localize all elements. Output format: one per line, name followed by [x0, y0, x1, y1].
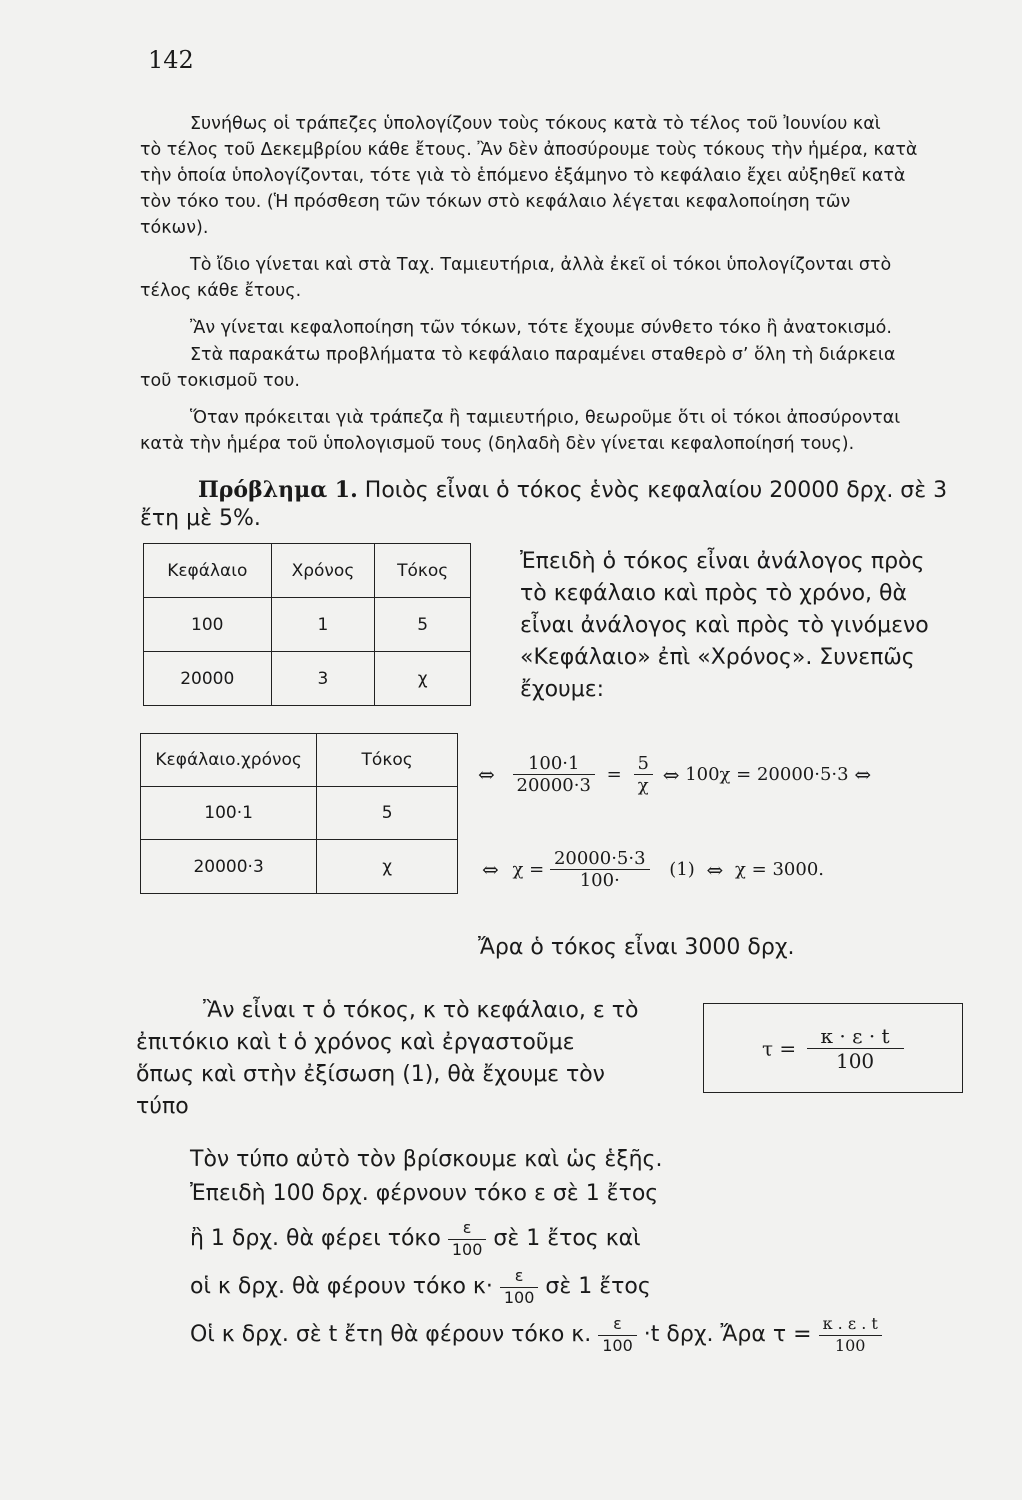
denominator: 20000·3 [513, 774, 595, 796]
fraction [819, 1314, 882, 1357]
denominator: χ [634, 774, 653, 796]
table-cell: 1 [271, 598, 375, 652]
paragraph-line: τέλος κάθε ἔτους. [140, 281, 302, 301]
equation-variable: χ = [512, 859, 545, 880]
text-segment: σὲ 1 ἔτος καὶ [493, 1226, 641, 1251]
text-segment: Οἱ κ δρχ. σὲ t ἔτη θὰ φέρουν τόκο κ. [190, 1322, 592, 1347]
table-cell: 5 [317, 787, 458, 840]
denominator: 100 [598, 1335, 637, 1357]
denominator: 100 [807, 1048, 904, 1073]
answer-line: Ἄρα ὁ τόκος εἶναι 3000 δρχ. [478, 935, 795, 960]
equivalence-arrow: ⇔ [482, 857, 499, 882]
denominator: 100 [819, 1335, 882, 1357]
numerator: κ · ε · t [820, 1024, 890, 1048]
numerator: ε [514, 1266, 524, 1285]
problem-statement [198, 476, 947, 506]
paragraph-line: τοῦ τοκισμοῦ του. [140, 371, 300, 391]
general-line: ἐπιτόκιο καὶ t ὁ χρόνος καὶ ἐργαστοῦμε [136, 1030, 575, 1055]
text-segment: σὲ 1 ἔτος [545, 1274, 651, 1299]
derivation-line [190, 1218, 641, 1261]
equation-label: (1) [669, 859, 695, 880]
fraction [634, 753, 653, 796]
explanation-line: Ἐπειδὴ ὁ τόκος εἶναι ἀνάλογος πρὸς [520, 549, 925, 574]
general-line: Ἂν εἶναι τ ὁ τόκος, κ τὸ κεφάλαιο, ε τὸ [203, 998, 639, 1023]
fraction [513, 753, 595, 796]
proportion-table-1 [143, 543, 471, 706]
table-cell: 100 [144, 598, 272, 652]
text-segment: ·t δρχ. Ἄρα τ = [643, 1322, 812, 1347]
numerator: ε [613, 1314, 622, 1333]
equation-2 [482, 848, 824, 891]
formula [762, 1024, 904, 1073]
equivalence-arrow: ⇔ [706, 857, 724, 882]
paragraph-line: τὴν ὁποία ὑπολογίζονται, τότε γιὰ τὸ ἑπόμενο ἑξάμηνο τὸ κεφάλαιο ἔχει αὐξηθεῖ κατὰ [140, 166, 906, 186]
table-cell: χ [375, 652, 471, 706]
table-cell: χ [317, 840, 458, 894]
fraction [448, 1218, 487, 1261]
paragraph-line: τόκων). [140, 218, 209, 238]
numerator: κ . ε . t [822, 1314, 878, 1333]
text-segment: οἱ κ δρχ. θὰ φέρουν τόκο κ· [190, 1274, 493, 1299]
derivation-line [190, 1314, 882, 1357]
derivation-line: Τὸν τύπο αὐτὸ τὸν βρίσκουμε καὶ ὡς ἑξῆς. [190, 1147, 663, 1172]
general-line: ὅπως καὶ στὴν ἐξίσωση (1), θὰ ἔχουμε τὸν [136, 1062, 605, 1087]
paragraph-line: τὸν τόκο του. (Ἡ πρόσθεση τῶν τόκων στὸ κεφάλαιο λέγεται κεφαλοποίηση τῶν [140, 192, 851, 212]
explanation-line: «Κεφάλαιο» ἐπὶ «Χρόνος». Συνεπῶς [520, 645, 915, 670]
paragraph-line: Τὸ ἴδιο γίνεται καὶ στὰ Ταχ. Ταμιευτήρια, ἀλλὰ ἐκεῖ οἱ τόκοι ὑπολογίζονται στὸ [190, 255, 892, 275]
problem-text: Ποιὸς εἶναι ὁ τόκος ἑνὸς κεφαλαίου 20000 δρχ. σὲ 3 [364, 478, 948, 503]
equation-result: 100χ = 20000·5·3 [685, 764, 849, 785]
paragraph-line: Ὅταν πρόκειται γιὰ τράπεζα ἢ ταμιευτήριο, θεωροῦμε ὅτι οἱ τόκοι ἀποσύρονται [190, 408, 901, 428]
text-segment: ἢ 1 δρχ. θὰ φέρει τόκο [190, 1226, 441, 1251]
numerator: 20000·5·3 [553, 848, 646, 869]
formula-lhs: τ = [762, 1036, 797, 1061]
fraction [807, 1024, 904, 1073]
table-cell: 3 [271, 652, 375, 706]
equals-sign: = [606, 764, 622, 785]
paragraph-line: Συνήθως οἱ τράπεζες ὑπολογίζουν τοὺς τόκους κατὰ τὸ τέλος τοῦ Ἰουνίου καὶ [190, 114, 881, 134]
proportion-table-2 [140, 733, 458, 894]
denominator: 100· [550, 869, 650, 891]
numerator: ε [462, 1218, 472, 1237]
equivalence-arrow: ⇔ [478, 762, 495, 787]
table-header: Τόκος [375, 544, 471, 598]
derivation-line [190, 1266, 651, 1309]
equivalence-arrow: ⇔ [854, 762, 872, 787]
paragraph-line: Στὰ παρακάτω προβλήματα τὸ κεφάλαιο παραμένει σταθερὸ σ’ ὅλη τὴ διάρκεια [190, 345, 896, 365]
table-cell: 100·1 [141, 787, 317, 840]
problem-text-2: ἔτη μὲ 5%. [140, 506, 261, 531]
table-cell: 5 [375, 598, 471, 652]
table-header: Τόκος [317, 734, 458, 787]
denominator: 100 [500, 1287, 539, 1309]
equation-result: χ = 3000. [735, 859, 824, 880]
table-cell: 20000 [144, 652, 272, 706]
equation-1 [478, 753, 871, 796]
fraction [550, 848, 650, 891]
numerator: 100·1 [527, 753, 580, 774]
explanation-line: ἔχουμε: [520, 677, 605, 702]
numerator: 5 [637, 753, 649, 774]
paragraph-line: τὸ τέλος τοῦ Δεκεμβρίου κάθε ἔτους. Ἂν δὲν ἀποσύρουμε τοὺς τόκους τὴν ἡμέρα, κατὰ [140, 140, 918, 160]
explanation-line: εἶναι ἀνάλογος καὶ πρὸς τὸ γινόμενο [520, 613, 929, 638]
table-header: Κεφάλαιο.χρόνος [141, 734, 317, 787]
equivalence-arrow: ⇔ [662, 762, 680, 787]
table-header: Κεφάλαιο [144, 544, 272, 598]
formula-box [703, 1003, 963, 1093]
page-number: 142 [148, 46, 194, 74]
derivation-line: Ἐπειδὴ 100 δρχ. φέρνουν τόκο ε σὲ 1 ἔτος [190, 1181, 659, 1206]
table-header: Χρόνος [271, 544, 375, 598]
explanation-line: τὸ κεφάλαιο καὶ πρὸς τὸ χρόνο, θὰ [520, 581, 907, 606]
fraction [500, 1266, 539, 1309]
denominator: 100 [448, 1239, 487, 1261]
fraction [598, 1314, 637, 1357]
paragraph-line: Ἂν γίνεται κεφαλοποίηση τῶν τόκων, τότε ἔχουμε σύνθετο τόκο ἢ ἀνατοκισμό. [190, 318, 892, 338]
problem-label: Πρόβλημα 1. [198, 477, 358, 503]
general-line: τύπο [136, 1094, 189, 1119]
table-cell: 20000·3 [141, 840, 317, 894]
paragraph-line: κατὰ τὴν ἡμέρα τοῦ ὑπολογισμοῦ τους (δηλαδὴ δὲν γίνεται κεφαλοποίησή τους). [140, 434, 855, 454]
